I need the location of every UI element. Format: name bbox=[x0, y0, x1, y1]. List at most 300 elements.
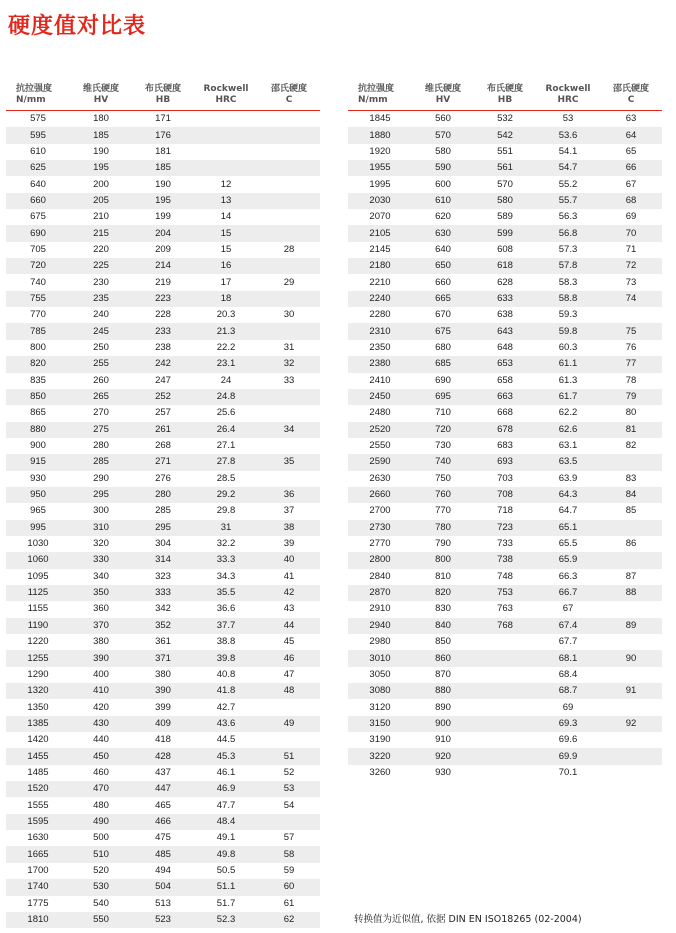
table-row bbox=[348, 193, 662, 209]
table-row bbox=[348, 471, 662, 487]
table-row bbox=[348, 422, 662, 438]
shore-cell: 43 bbox=[283, 603, 295, 615]
shore-cell: 28 bbox=[283, 243, 295, 255]
vickers-cell: 300 bbox=[93, 505, 109, 517]
rockwell-cell: 47.7 bbox=[216, 799, 236, 811]
tensile-strength-cell: 1350 bbox=[27, 701, 49, 713]
shore-cell bbox=[258, 160, 320, 176]
vickers-cell: 590 bbox=[412, 160, 474, 176]
shore-cell bbox=[600, 520, 662, 536]
shore-cell: 84 bbox=[600, 487, 662, 503]
shore-cell bbox=[600, 748, 662, 764]
brinell-cell bbox=[474, 683, 536, 699]
shore-cell: 39 bbox=[283, 538, 295, 550]
rockwell-cell: 53.6 bbox=[536, 127, 600, 143]
tensile-strength-cell: 2480 bbox=[369, 407, 391, 419]
rockwell-cell: 70.1 bbox=[558, 766, 578, 778]
rockwell-cell: 61.3 bbox=[558, 374, 578, 386]
vickers-cell: 430 bbox=[70, 716, 132, 732]
brinell-cell: 668 bbox=[497, 407, 513, 419]
vickers-cell: 235 bbox=[70, 291, 132, 307]
shore-cell: 83 bbox=[625, 472, 637, 484]
shore-cell bbox=[258, 111, 320, 128]
vickers-cell: 295 bbox=[70, 487, 132, 503]
tensile-strength-cell: 1290 bbox=[27, 668, 49, 680]
table-row bbox=[348, 323, 662, 339]
brinell-cell: 390 bbox=[132, 683, 194, 699]
header-brinell: 布氏硬度 HB bbox=[474, 66, 536, 111]
header-vickers: 维氏硬度 HV bbox=[70, 66, 132, 111]
brinell-cell: 633 bbox=[474, 291, 536, 307]
brinell-cell: 333 bbox=[132, 585, 194, 601]
brinell-cell: 199 bbox=[155, 211, 171, 223]
tensile-strength-cell: 2210 bbox=[369, 276, 391, 288]
vickers-cell: 780 bbox=[412, 520, 474, 536]
brinell-cell: 570 bbox=[497, 178, 513, 190]
vickers-cell: 410 bbox=[70, 683, 132, 699]
brinell-cell: 361 bbox=[155, 636, 171, 648]
brinell-cell: 551 bbox=[497, 145, 513, 157]
tensile-strength-cell: 2590 bbox=[348, 454, 412, 470]
brinell-cell: 683 bbox=[497, 440, 513, 452]
table-row bbox=[348, 438, 662, 454]
table-row bbox=[6, 830, 320, 846]
brinell-cell: 233 bbox=[132, 323, 194, 339]
header-rockwell: Rockwell HRC bbox=[194, 66, 258, 111]
tensile-strength-cell: 2550 bbox=[369, 440, 391, 452]
brinell-cell: 209 bbox=[155, 243, 171, 255]
brinell-cell: 228 bbox=[155, 309, 171, 321]
rockwell-cell: 41.8 bbox=[194, 683, 258, 699]
brinell-cell: 252 bbox=[132, 389, 194, 405]
rockwell-cell: 51.7 bbox=[216, 897, 236, 909]
shore-cell bbox=[258, 291, 320, 307]
table-row bbox=[348, 225, 662, 241]
rockwell-cell: 66.7 bbox=[536, 585, 600, 601]
header-brinell: 布氏硬度 HB bbox=[132, 66, 194, 111]
rockwell-cell: 44.5 bbox=[216, 734, 236, 746]
brinell-cell: 768 bbox=[474, 618, 536, 634]
table-row bbox=[348, 454, 662, 470]
brinell-cell: 494 bbox=[155, 864, 171, 876]
brinell-cell: 268 bbox=[155, 440, 171, 452]
shore-cell: 47 bbox=[283, 668, 295, 680]
brinell-cell: 352 bbox=[132, 618, 194, 634]
vickers-cell: 680 bbox=[435, 341, 451, 353]
vickers-cell: 310 bbox=[70, 520, 132, 536]
table-row bbox=[6, 748, 320, 764]
tensile-strength-cell: 1190 bbox=[6, 618, 70, 634]
brinell-cell bbox=[474, 634, 536, 650]
tensile-strength-cell: 1665 bbox=[6, 846, 70, 862]
tensile-strength-cell: 2910 bbox=[369, 603, 391, 615]
brinell-cell: 643 bbox=[474, 323, 536, 339]
rockwell-cell: 21.3 bbox=[194, 323, 258, 339]
rockwell-cell: 17 bbox=[220, 276, 232, 288]
rockwell-cell: 25.6 bbox=[216, 407, 236, 419]
vickers-cell: 500 bbox=[93, 832, 109, 844]
vickers-cell: 185 bbox=[70, 127, 132, 143]
brinell-cell: 678 bbox=[474, 422, 536, 438]
shore-cell: 87 bbox=[625, 570, 637, 582]
tensile-strength-cell: 2630 bbox=[369, 472, 391, 484]
tensile-strength-cell: 865 bbox=[30, 407, 46, 419]
tensile-strength-cell: 2730 bbox=[348, 520, 412, 536]
brinell-cell: 485 bbox=[132, 846, 194, 862]
brinell-cell: 409 bbox=[132, 716, 194, 732]
shore-cell bbox=[258, 814, 320, 830]
rockwell-cell: 59.8 bbox=[536, 323, 600, 339]
rockwell-cell: 15 bbox=[220, 243, 232, 255]
rockwell-cell: 67.4 bbox=[536, 618, 600, 634]
vickers-cell: 180 bbox=[93, 113, 109, 125]
shore-cell: 72 bbox=[600, 258, 662, 274]
shore-cell: 59 bbox=[283, 864, 295, 876]
shore-cell: 78 bbox=[625, 374, 637, 386]
table-row bbox=[348, 520, 662, 536]
table-row bbox=[348, 242, 662, 258]
tensile-strength-cell: 2980 bbox=[369, 636, 391, 648]
shore-cell: 29 bbox=[283, 276, 295, 288]
shore-cell: 62 bbox=[258, 912, 320, 928]
vickers-cell: 610 bbox=[412, 193, 474, 209]
brinell-cell bbox=[474, 699, 536, 715]
table-row bbox=[348, 667, 662, 683]
vickers-cell: 750 bbox=[435, 472, 451, 484]
rockwell-cell: 58.3 bbox=[558, 276, 578, 288]
shore-cell: 63 bbox=[625, 113, 637, 125]
rockwell-cell: 65.9 bbox=[536, 552, 600, 568]
brinell-cell: 504 bbox=[132, 879, 194, 895]
tensile-strength-cell: 660 bbox=[6, 193, 70, 209]
tensile-strength-cell: 2800 bbox=[348, 552, 412, 568]
tensile-strength-cell: 1880 bbox=[348, 127, 412, 143]
tensile-strength-cell: 2070 bbox=[369, 211, 391, 223]
brinell-cell: 532 bbox=[497, 113, 513, 125]
brinell-cell bbox=[474, 748, 536, 764]
tensile-strength-cell: 2700 bbox=[369, 505, 391, 517]
tensile-strength-cell: 770 bbox=[30, 309, 46, 321]
tensile-strength-cell: 1995 bbox=[369, 178, 391, 190]
shore-cell: 86 bbox=[625, 538, 637, 550]
shore-cell: 30 bbox=[283, 309, 295, 321]
rockwell-cell: 57.3 bbox=[558, 243, 578, 255]
shore-cell bbox=[258, 438, 320, 454]
tensile-strength-cell: 800 bbox=[30, 341, 46, 353]
footnote: 转换值为近似值, 依据 DIN EN ISO18265 (02-2004) bbox=[354, 914, 582, 925]
vickers-cell: 670 bbox=[435, 309, 451, 321]
shore-cell bbox=[258, 209, 320, 225]
brinell-cell: 608 bbox=[497, 243, 513, 255]
rockwell-cell: 59.3 bbox=[558, 309, 578, 321]
vickers-cell: 370 bbox=[70, 618, 132, 634]
table-row bbox=[6, 291, 320, 307]
vickers-cell: 730 bbox=[435, 440, 451, 452]
tensile-strength-cell: 2310 bbox=[348, 323, 412, 339]
shore-cell bbox=[258, 405, 320, 421]
table-row bbox=[348, 176, 662, 192]
rockwell-cell: 23.1 bbox=[194, 356, 258, 372]
shore-cell bbox=[258, 225, 320, 241]
brinell-cell: 271 bbox=[132, 454, 194, 470]
tensile-strength-cell: 915 bbox=[6, 454, 70, 470]
rockwell-cell: 64.7 bbox=[558, 505, 578, 517]
table-row bbox=[6, 438, 320, 454]
brinell-cell: 219 bbox=[155, 276, 171, 288]
shore-cell: 88 bbox=[600, 585, 662, 601]
table-row bbox=[6, 814, 320, 830]
rockwell-cell: 65.1 bbox=[536, 520, 600, 536]
shore-cell bbox=[258, 176, 320, 192]
brinell-cell: 589 bbox=[497, 211, 513, 223]
tensile-strength-cell: 1255 bbox=[6, 650, 70, 666]
rockwell-cell: 55.7 bbox=[536, 193, 600, 209]
tensile-strength-cell: 3080 bbox=[348, 683, 412, 699]
rockwell-cell: 68.7 bbox=[536, 683, 600, 699]
rockwell-cell: 42.7 bbox=[216, 701, 236, 713]
rockwell-cell: 16 bbox=[194, 258, 258, 274]
shore-cell: 82 bbox=[625, 440, 637, 452]
vickers-cell: 205 bbox=[70, 193, 132, 209]
vickers-cell: 450 bbox=[70, 748, 132, 764]
shore-cell bbox=[258, 193, 320, 209]
rockwell-cell: 31 bbox=[194, 520, 258, 536]
brinell-cell: 763 bbox=[497, 603, 513, 615]
shore-cell: 54 bbox=[283, 799, 295, 811]
tensile-strength-cell: 740 bbox=[30, 276, 46, 288]
rockwell-cell: 24 bbox=[220, 374, 232, 386]
table-row bbox=[348, 274, 662, 290]
rockwell-cell: 27.8 bbox=[194, 454, 258, 470]
vickers-cell: 675 bbox=[412, 323, 474, 339]
tensile-strength-cell: 675 bbox=[30, 211, 46, 223]
shore-cell bbox=[600, 454, 662, 470]
tensile-strength-cell: 3010 bbox=[348, 650, 412, 666]
rockwell-cell: 57.8 bbox=[536, 258, 600, 274]
tensile-strength-cell: 2350 bbox=[369, 341, 391, 353]
brinell-cell: 599 bbox=[474, 225, 536, 241]
brinell-cell: 703 bbox=[497, 472, 513, 484]
table-row bbox=[6, 405, 320, 421]
rockwell-cell: 66.3 bbox=[558, 570, 578, 582]
rockwell-cell: 64.3 bbox=[536, 487, 600, 503]
tensile-strength-cell: 2940 bbox=[348, 618, 412, 634]
shore-cell: 71 bbox=[625, 243, 637, 255]
vickers-cell: 240 bbox=[93, 309, 109, 321]
table-row bbox=[6, 569, 320, 585]
shore-cell: 61 bbox=[283, 897, 295, 909]
tensile-strength-cell: 835 bbox=[30, 374, 46, 386]
vickers-cell: 910 bbox=[435, 734, 451, 746]
brinell-cell: 561 bbox=[474, 160, 536, 176]
table-row bbox=[6, 536, 320, 552]
tensile-strength-cell: 2240 bbox=[348, 291, 412, 307]
brinell-cell: 428 bbox=[132, 748, 194, 764]
rockwell-cell: 18 bbox=[194, 291, 258, 307]
rockwell-cell: 49.1 bbox=[216, 832, 236, 844]
brinell-cell: 733 bbox=[497, 538, 513, 550]
brinell-cell: 628 bbox=[497, 276, 513, 288]
rockwell-cell: 56.8 bbox=[536, 225, 600, 241]
table-row bbox=[6, 667, 320, 683]
page-title: 硬度值对比表 bbox=[8, 14, 147, 39]
table-row bbox=[6, 225, 320, 241]
brinell-cell: 314 bbox=[132, 552, 194, 568]
shore-cell: 65 bbox=[625, 145, 637, 157]
tensile-strength-cell: 1155 bbox=[27, 603, 49, 615]
vickers-cell: 690 bbox=[435, 374, 451, 386]
vickers-cell: 360 bbox=[93, 603, 109, 615]
table-row bbox=[348, 144, 662, 160]
table-row bbox=[348, 699, 662, 715]
vickers-cell: 270 bbox=[93, 407, 109, 419]
brinell-cell: 185 bbox=[132, 160, 194, 176]
shore-cell: 44 bbox=[258, 618, 320, 634]
shore-cell bbox=[258, 323, 320, 339]
brinell-cell: 718 bbox=[497, 505, 513, 517]
vickers-cell: 490 bbox=[70, 814, 132, 830]
shore-cell: 45 bbox=[283, 636, 295, 648]
table-row bbox=[348, 716, 662, 732]
shore-cell: 91 bbox=[600, 683, 662, 699]
table-row bbox=[6, 471, 320, 487]
shore-cell: 34 bbox=[258, 422, 320, 438]
shore-cell: 31 bbox=[283, 341, 295, 353]
tensile-strength-cell: 1220 bbox=[27, 636, 49, 648]
tensile-strength-cell: 1030 bbox=[27, 538, 49, 550]
shore-cell: 40 bbox=[258, 552, 320, 568]
vickers-cell: 920 bbox=[412, 748, 474, 764]
vickers-cell: 600 bbox=[435, 178, 451, 190]
shore-cell: 81 bbox=[600, 422, 662, 438]
table-row bbox=[348, 601, 662, 617]
tensile-strength-cell: 1095 bbox=[27, 570, 49, 582]
table-row bbox=[348, 356, 662, 372]
rockwell-cell: 46.9 bbox=[194, 781, 258, 797]
tensile-strength-cell: 930 bbox=[30, 472, 46, 484]
rockwell-cell: 51.1 bbox=[194, 879, 258, 895]
tensile-strength-cell: 610 bbox=[30, 145, 46, 157]
vickers-cell: 350 bbox=[70, 585, 132, 601]
rockwell-cell: 29.2 bbox=[194, 487, 258, 503]
tensile-strength-cell: 995 bbox=[6, 520, 70, 536]
brinell-cell: 418 bbox=[155, 734, 171, 746]
rockwell-cell: 14 bbox=[220, 211, 232, 223]
vickers-cell: 760 bbox=[412, 487, 474, 503]
tensile-strength-cell: 1740 bbox=[6, 879, 70, 895]
table-row bbox=[6, 781, 320, 797]
rockwell-cell: 43.6 bbox=[194, 716, 258, 732]
table-row bbox=[348, 650, 662, 666]
brinell-cell: 653 bbox=[474, 356, 536, 372]
vickers-cell: 440 bbox=[93, 734, 109, 746]
tensile-strength-cell: 1385 bbox=[6, 716, 70, 732]
table-header-row bbox=[6, 66, 320, 111]
rockwell-cell: 12 bbox=[220, 178, 232, 190]
table-row bbox=[6, 144, 320, 160]
vickers-cell: 560 bbox=[435, 113, 451, 125]
rockwell-cell: 68.4 bbox=[558, 668, 578, 680]
table-row bbox=[6, 242, 320, 258]
table-row bbox=[6, 422, 320, 438]
brinell-cell: 542 bbox=[474, 127, 536, 143]
shore-cell: 57 bbox=[283, 832, 295, 844]
tensile-strength-cell: 690 bbox=[6, 225, 70, 241]
shore-cell: 64 bbox=[600, 127, 662, 143]
table-row bbox=[348, 634, 662, 650]
vickers-cell: 720 bbox=[412, 422, 474, 438]
vickers-cell: 420 bbox=[93, 701, 109, 713]
tensile-strength-cell: 820 bbox=[6, 356, 70, 372]
vickers-cell: 930 bbox=[435, 766, 451, 778]
rockwell-cell bbox=[194, 144, 258, 160]
table-row bbox=[6, 258, 320, 274]
vickers-cell: 210 bbox=[93, 211, 109, 223]
rockwell-cell: 39.8 bbox=[194, 650, 258, 666]
rockwell-cell: 63.5 bbox=[536, 454, 600, 470]
brinell-cell: 181 bbox=[155, 145, 171, 157]
shore-cell: 35 bbox=[258, 454, 320, 470]
vickers-cell: 890 bbox=[435, 701, 451, 713]
tensile-strength-cell: 880 bbox=[6, 422, 70, 438]
rockwell-cell: 68.1 bbox=[536, 650, 600, 666]
table-row bbox=[348, 765, 662, 781]
vickers-cell: 260 bbox=[93, 374, 109, 386]
tensile-strength-cell: 2660 bbox=[348, 487, 412, 503]
vickers-cell: 200 bbox=[93, 178, 109, 190]
rockwell-cell bbox=[194, 160, 258, 176]
brinell-cell: 276 bbox=[155, 472, 171, 484]
tensile-strength-cell: 2105 bbox=[348, 225, 412, 241]
tensile-strength-cell: 3150 bbox=[348, 716, 412, 732]
brinell-cell bbox=[474, 732, 536, 748]
tensile-strength-cell: 1125 bbox=[6, 585, 70, 601]
vickers-cell: 280 bbox=[93, 440, 109, 452]
brinell-cell: 663 bbox=[474, 389, 536, 405]
table-row bbox=[6, 209, 320, 225]
tensile-strength-cell: 2410 bbox=[369, 374, 391, 386]
shore-cell bbox=[600, 667, 662, 683]
brinell-cell: 261 bbox=[132, 422, 194, 438]
table-row bbox=[6, 846, 320, 862]
brinell-cell: 513 bbox=[155, 897, 171, 909]
rockwell-cell: 69.3 bbox=[536, 716, 600, 732]
tensile-strength-cell: 1775 bbox=[27, 897, 49, 909]
vickers-cell: 665 bbox=[412, 291, 474, 307]
tensile-strength-cell: 2770 bbox=[369, 538, 391, 550]
table-row bbox=[348, 373, 662, 389]
brinell-cell: 399 bbox=[155, 701, 171, 713]
rockwell-cell: 61.1 bbox=[536, 356, 600, 372]
vickers-cell: 225 bbox=[70, 258, 132, 274]
brinell-cell: 475 bbox=[155, 832, 171, 844]
brinell-cell: 257 bbox=[155, 407, 171, 419]
vickers-cell: 695 bbox=[412, 389, 474, 405]
rockwell-cell: 61.7 bbox=[536, 389, 600, 405]
rockwell-cell: 20.3 bbox=[216, 309, 236, 321]
table-row bbox=[6, 323, 320, 339]
rockwell-cell: 22.2 bbox=[216, 341, 236, 353]
tensile-strength-cell: 1485 bbox=[27, 766, 49, 778]
brinell-cell: 447 bbox=[132, 781, 194, 797]
brinell-cell bbox=[474, 765, 536, 781]
vickers-cell: 255 bbox=[70, 356, 132, 372]
shore-cell: 80 bbox=[625, 407, 637, 419]
tensile-strength-cell: 950 bbox=[6, 487, 70, 503]
tensile-strength-cell: 3190 bbox=[369, 734, 391, 746]
table-row bbox=[6, 601, 320, 617]
shore-cell: 51 bbox=[258, 748, 320, 764]
